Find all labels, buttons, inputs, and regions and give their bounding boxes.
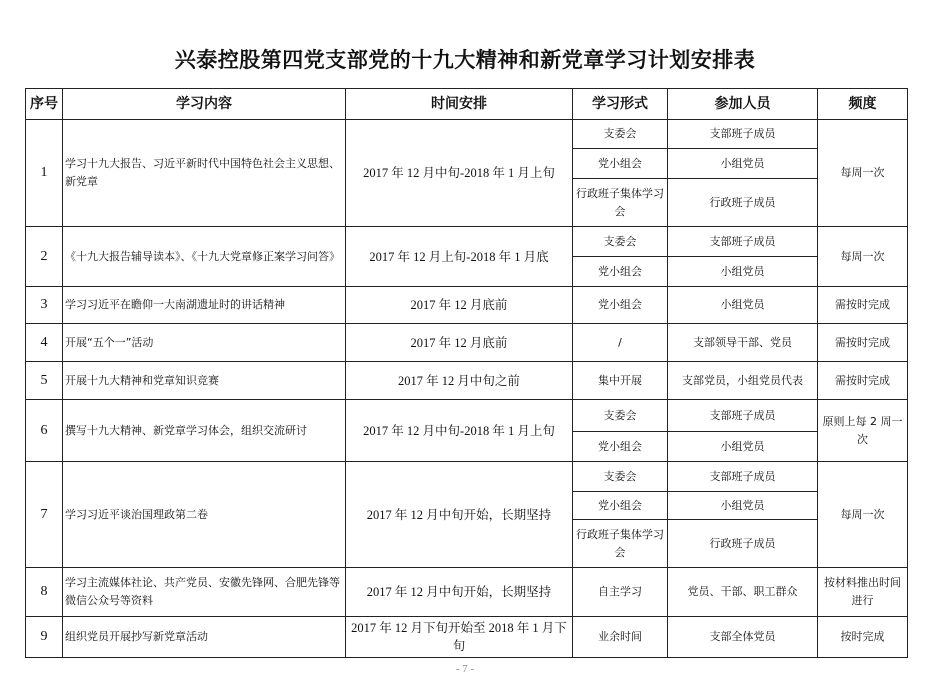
frequency: 每周一次 xyxy=(818,227,908,287)
study-form: 党小组会 xyxy=(573,287,668,324)
study-content: 撰写十九大精神、新党章学习体会，组织交流研讨 xyxy=(63,400,346,462)
row-number: 6 xyxy=(26,400,63,462)
study-form: 行政班子集体学习会 xyxy=(573,520,668,568)
participants: 小组党员 xyxy=(668,432,818,462)
study-form: 支委会 xyxy=(573,462,668,492)
row-number: 1 xyxy=(26,120,63,227)
participants: 党员、干部、职工群众 xyxy=(668,568,818,617)
table-row xyxy=(26,362,908,400)
participants: 支部全体党员 xyxy=(668,617,818,658)
study-content: 学习习近平在瞻仰一大南湖遗址时的讲话精神 xyxy=(63,287,346,324)
time-schedule: 2017 年 12 月中旬开始，长期坚持 xyxy=(346,568,573,617)
study-form: 业余时间 xyxy=(573,617,668,658)
study-content: 《十九大报告辅导读本》、《十九大党章修正案学习问答》 xyxy=(63,227,346,287)
table-header-row xyxy=(26,89,908,120)
table-row xyxy=(26,462,908,492)
participants: 支部班子成员 xyxy=(668,400,818,432)
row-number: 2 xyxy=(26,227,63,287)
time-schedule: 2017 年 12 月下旬开始至 2018 年 1 月下旬 xyxy=(346,617,573,658)
row-number: 9 xyxy=(26,617,63,658)
participants: 小组党员 xyxy=(668,492,818,520)
time-schedule: 2017 年 12 月底前 xyxy=(346,287,573,324)
study-form: 集中开展 xyxy=(573,362,668,400)
time-schedule: 2017 年 12 月中旬开始，长期坚持 xyxy=(346,462,573,568)
row-number: 8 xyxy=(26,568,63,617)
time-schedule: 2017 年 12 月中旬之前 xyxy=(346,362,573,400)
table-row xyxy=(26,227,908,257)
time-schedule: 2017 年 12 月底前 xyxy=(346,324,573,362)
column-header: 学习内容 xyxy=(63,89,346,120)
row-number: 5 xyxy=(26,362,63,400)
participants: 支部党员，小组党员代表 xyxy=(668,362,818,400)
frequency: 每周一次 xyxy=(818,462,908,568)
study-form: / xyxy=(573,324,668,362)
participants: 小组党员 xyxy=(668,287,818,324)
study-form: 支委会 xyxy=(573,400,668,432)
frequency: 需按时完成 xyxy=(818,362,908,400)
study-form: 党小组会 xyxy=(573,492,668,520)
study-form: 支委会 xyxy=(573,120,668,149)
study-content: 组织党员开展抄写新党章活动 xyxy=(63,617,346,658)
row-number: 3 xyxy=(26,287,63,324)
frequency: 需按时完成 xyxy=(818,324,908,362)
participants: 支部班子成员 xyxy=(668,462,818,492)
participants: 支部班子成员 xyxy=(668,120,818,149)
study-form: 自主学习 xyxy=(573,568,668,617)
time-schedule: 2017 年 12 月中旬-2018 年 1 月上旬 xyxy=(346,400,573,462)
column-header: 频度 xyxy=(818,89,908,120)
frequency: 每周一次 xyxy=(818,120,908,227)
table-row xyxy=(26,287,908,324)
participants: 行政班子成员 xyxy=(668,179,818,227)
row-number: 4 xyxy=(26,324,63,362)
study-content: 开展“五个一”活动 xyxy=(63,324,346,362)
study-content: 学习十九大报告、习近平新时代中国特色社会主义思想、新党章 xyxy=(63,120,346,227)
participants: 行政班子成员 xyxy=(668,520,818,568)
column-header: 序号 xyxy=(26,89,63,120)
frequency: 需按时完成 xyxy=(818,287,908,324)
frequency: 按时完成 xyxy=(818,617,908,658)
time-schedule: 2017 年 12 月上旬-2018 年 1 月底 xyxy=(346,227,573,287)
study-plan-table xyxy=(25,88,908,658)
table-row xyxy=(26,568,908,617)
study-form: 行政班子集体学习会 xyxy=(573,179,668,227)
column-header: 时间安排 xyxy=(346,89,573,120)
study-content: 学习习近平谈治国理政第二卷 xyxy=(63,462,346,568)
table-row xyxy=(26,324,908,362)
participants: 支部班子成员 xyxy=(668,227,818,257)
participants: 支部领导干部、党员 xyxy=(668,324,818,362)
time-schedule: 2017 年 12 月中旬-2018 年 1 月上旬 xyxy=(346,120,573,227)
study-form: 党小组会 xyxy=(573,149,668,179)
table-row xyxy=(26,400,908,432)
frequency: 按材料推出时间进行 xyxy=(818,568,908,617)
frequency: 原则上每 2 周一次 xyxy=(818,400,908,462)
column-header: 学习形式 xyxy=(573,89,668,120)
page-number: - 7 - xyxy=(455,663,475,675)
document-title: 兴泰控股第四党支部党的十九大精神和新党章学习计划安排表 xyxy=(174,48,756,72)
study-form: 支委会 xyxy=(573,227,668,257)
column-header: 参加人员 xyxy=(668,89,818,120)
table-row xyxy=(26,617,908,658)
participants: 小组党员 xyxy=(668,149,818,179)
study-form: 党小组会 xyxy=(573,432,668,462)
study-content: 开展十九大精神和党章知识竞赛 xyxy=(63,362,346,400)
table-row xyxy=(26,120,908,149)
participants: 小组党员 xyxy=(668,257,818,287)
study-content: 学习主流媒体社论、共产党员、安徽先锋网、合肥先锋等微信公众号等资料 xyxy=(63,568,346,617)
row-number: 7 xyxy=(26,462,63,568)
study-form: 党小组会 xyxy=(573,257,668,287)
